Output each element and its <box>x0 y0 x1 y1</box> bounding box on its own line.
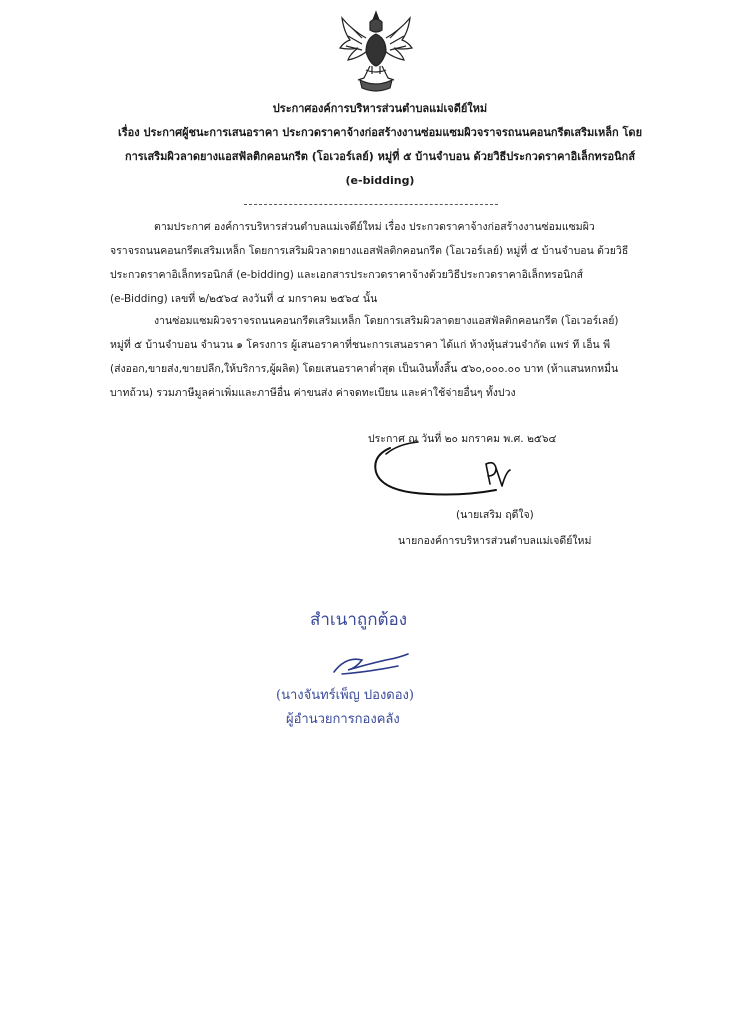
paragraph-2-line-4: บาทถ้วน) รวมภาษีมูลค่าเพิ่มและภาษีอื่น ค่าขนส่ง ค่าจดทะเบียน และค่าใช้จ่ายอื่นๆ ทั้งปวง <box>110 387 516 399</box>
paragraph-2-line-2: หมู่ที่ ๕ บ้านจำบอน จำนวน ๑ โครงการ ผู้เสนอราคาที่ชนะการเสนอราคา ได้แก่ ห้างหุ้นส่วนจำกัด แพร่ ที เอ็น พี <box>110 339 610 351</box>
garuda-emblem-icon <box>336 8 416 94</box>
announcement-date: ประกาศ ณ วันที่ ๒๐ มกราคม พ.ศ. ๒๕๖๔ <box>368 433 557 445</box>
subject-line-3: (e-bidding) <box>345 174 415 187</box>
certifier-name: (นางจันทร์เพ็ญ ปองดอง) <box>276 688 414 703</box>
signer-position: นายกองค์การบริหารส่วนตำบลแม่เจดีย์ใหม่ <box>398 535 592 547</box>
certifier-signature <box>328 650 412 680</box>
subject-line-1: เรื่อง ประกาศผู้ชนะการเสนอราคา ประกวดราคาจ้างก่อสร้างงานซ่อมแซมผิวจราจรถนนคอนกรีตเสริมเหล็ก โดย <box>117 126 643 139</box>
org-title: ประกาศองค์การบริหารส่วนตำบลแม่เจดีย์ใหม่ <box>272 102 488 115</box>
handwritten-signature <box>368 436 528 504</box>
paragraph-1-line-1: ตามประกาศ องค์การบริหารส่วนตำบลแม่เจดีย์ใหม่ เรื่อง ประกวดราคาจ้างก่อสร้างงานซ่อมแซมผิว <box>154 221 595 233</box>
certifier-position: ผู้อำนวยการกองคลัง <box>286 712 400 727</box>
paragraph-2-line-1: งานซ่อมแซมผิวจราจรถนนคอนกรีตเสริมเหล็ก โดยการเสริมผิวลาดยางแอสฟัลติกคอนกรีต (โอเวอร์เลย์) <box>154 315 619 327</box>
paragraph-1-line-4: (e-Bidding) เลขที่ ๒/๒๕๖๔ ลงวันที่ ๔ มกราคม ๒๕๖๔ นั้น <box>110 293 378 305</box>
divider-line <box>244 204 498 205</box>
subject-line-2: การเสริมผิวลาดยางแอสฟัลติกคอนกรีต (โอเวอร์เลย์) หมู่ที่ ๕ บ้านจำบอน ด้วยวิธีประกวดราคาอิเล็กทรอนิกส์ <box>124 150 636 163</box>
paragraph-1-line-2: จราจรถนนคอนกรีตเสริมเหล็ก โดยการเสริมผิวลาดยางแอสฟัลติกคอนกรีต (โอเวอร์เลย์) หมู่ที่ ๕ บ้านจำบอน ด้วยวิธี <box>110 245 629 257</box>
certified-copy-stamp: สำเนาถูกต้อง <box>310 610 408 630</box>
signer-name: (นายเสริม ฤดีใจ) <box>456 509 534 521</box>
paragraph-2-line-3: (ส่งออก,ขายส่ง,ขายปลีก,ให้บริการ,ผู้ผลิต) โดยเสนอราคาต่ำสุด เป็นเงินทั้งสิ้น ๕๖๐,๐๐๐.๐๐ บาท (ห้าแสนหกหมื่น <box>110 363 619 375</box>
paragraph-1-line-3: ประกวดราคาอิเล็กทรอนิกส์ (e-bidding) และเอกสารประกวดราคาจ้างด้วยวิธีประกวดราคาอิเล็กทรอนิกส์ <box>110 269 584 281</box>
